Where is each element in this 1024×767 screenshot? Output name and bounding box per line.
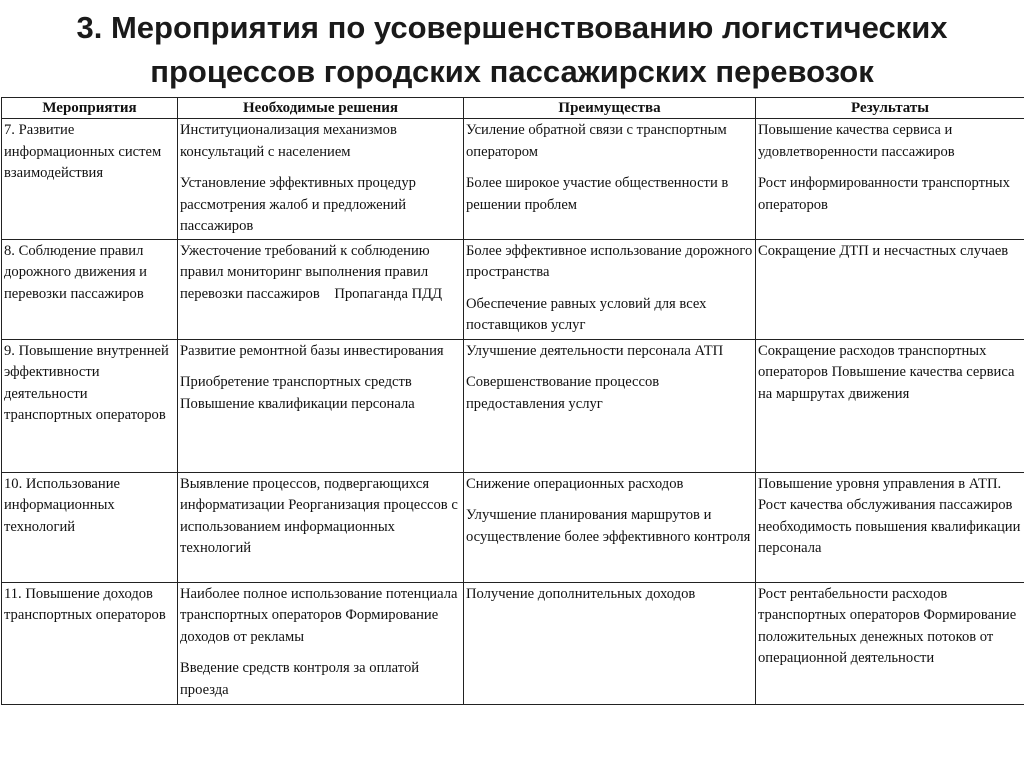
- advantage-item: Получение дополнительных доходов: [466, 585, 696, 602]
- measure-text: 9. Повышение внутренней эффективности деятельности транспортных операторов: [4, 342, 169, 423]
- solution-item: Установление эффективных процедур рассмотрения жалоб и предложений пассажиров: [180, 175, 416, 234]
- solution-item: Развитие ремонтной базы инвестирования: [180, 342, 444, 359]
- header-row: [2, 98, 1024, 119]
- table-row: [2, 339, 1024, 472]
- solutions-cell: [178, 582, 464, 704]
- solution-item: Наиболее полное использование потенциала транспортных операторов Формирование доходов от рекламы: [180, 585, 458, 645]
- advantage-item: Совершенствование процессов предоставления услуг: [466, 374, 660, 412]
- results-cell: [756, 582, 1024, 704]
- measure-text: 11. Повышение доходов транспортных операторов: [4, 585, 166, 623]
- advantages-cell: [464, 339, 756, 472]
- header-results: Результаты: [756, 98, 1024, 119]
- results-cell: [756, 119, 1024, 240]
- advantage-item: Более эффективное использование дорожного пространства: [466, 242, 753, 280]
- measures-table: [1, 97, 1024, 705]
- results-cell: [756, 339, 1024, 472]
- advantage-item: Улучшение планирования маршрутов и осуществление более эффективного контроля: [466, 507, 751, 545]
- advantage-item: Более широкое участие общественности в решении проблем: [466, 175, 729, 213]
- header-solutions: Необходимые решения: [178, 98, 464, 119]
- solutions-cell: [178, 119, 464, 240]
- measure-text: 7. Развитие информационных систем взаимодействия: [4, 122, 162, 181]
- solution-item: Ужесточение требований к соблюдению правил мониторинг выполнения правил перевозки пассажиров Пропаганда ПДД: [180, 242, 443, 302]
- solutions-cell: [178, 472, 464, 582]
- result-item: Повышение уровня управления в АТП. Рост качества обслуживания пассажиров необходимость повышения квалификации персонала: [758, 475, 1021, 556]
- slide-title: [0, 6, 1024, 94]
- measure-cell: [2, 119, 178, 240]
- solution-item: Приобретение транспортных средств Повышение квалификации персонала: [180, 374, 415, 412]
- slide-title-line-2: процессов городских пассажирских перевозок: [150, 54, 874, 89]
- solutions-cell: [178, 339, 464, 472]
- solution-item: Выявление процессов, подвергающихся информатизации Реорганизация процессов с использованием информационных технологий: [180, 475, 458, 556]
- table-row: [2, 472, 1024, 582]
- measure-text: 8. Соблюдение правил дорожного движения и перевозки пассажиров: [4, 242, 147, 302]
- advantage-item: Обеспечение равных условий для всех поставщиков услуг: [466, 295, 707, 333]
- table-row: [2, 239, 1024, 339]
- measure-text: 10. Использование информационных технологий: [4, 475, 121, 535]
- solution-item: Введение средств контроля за оплатой проезда: [180, 660, 420, 698]
- advantages-cell: [464, 119, 756, 240]
- table-header: [2, 98, 1024, 119]
- advantage-item: Усиление обратной связи с транспортным оператором: [466, 122, 727, 160]
- solutions-cell: [178, 239, 464, 339]
- table-row: [2, 582, 1024, 704]
- header-measures: Мероприятия: [2, 98, 178, 119]
- result-item: Сокращение ДТП и несчастных случаев: [758, 242, 1009, 259]
- result-item: Повышение качества сервиса и удовлетворенности пассажиров: [758, 122, 955, 160]
- measure-cell: [2, 339, 178, 472]
- result-item: Рост рентабельности расходов транспортных операторов Формирование положительных денежных потоков от операционной деятельности: [758, 585, 1017, 666]
- table-body: [2, 119, 1024, 705]
- advantage-item: Улучшение деятельности персонала АТП: [466, 342, 724, 359]
- advantages-cell: [464, 582, 756, 704]
- measure-cell: [2, 239, 178, 339]
- results-cell: [756, 239, 1024, 339]
- table-row: [2, 119, 1024, 240]
- result-item: Сокращение расходов транспортных операторов Повышение качества сервиса на маршрутах движения: [758, 342, 1015, 402]
- header-advantages: Преимущества: [464, 98, 756, 119]
- results-cell: [756, 472, 1024, 582]
- result-item: Рост информированности транспортных операторов: [758, 175, 1010, 213]
- advantages-cell: [464, 472, 756, 582]
- measure-cell: [2, 582, 178, 704]
- slide-title-line-1: 3. Мероприятия по усовершенствованию логистических: [76, 10, 948, 45]
- advantages-cell: [464, 239, 756, 339]
- solution-item: Институционализация механизмов консультаций с населением: [180, 122, 397, 160]
- advantage-item: Снижение операционных расходов: [466, 475, 684, 492]
- measure-cell: [2, 472, 178, 582]
